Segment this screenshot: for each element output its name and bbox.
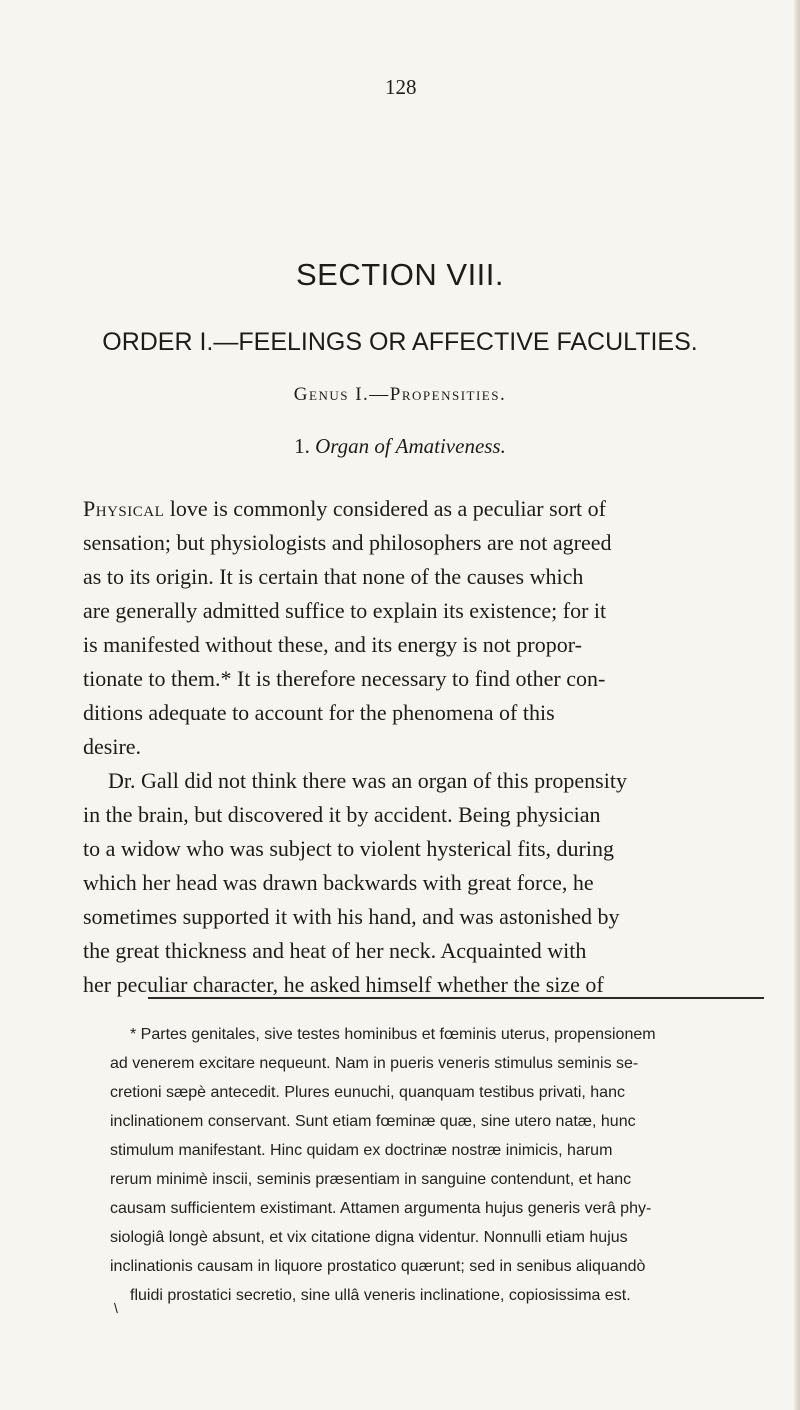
- body-line: tionate to them.* It is therefore necessary to find other con-: [83, 666, 606, 691]
- body-line: desire.: [83, 734, 142, 759]
- body-line: in the brain, but discovered it by accident. Being physician: [83, 802, 601, 827]
- footnote-line: cretioni sæpè antecedit. Plures eunuchi, quanquam testibus privati, hanc: [110, 1084, 625, 1101]
- body-line: is manifested without these, and its energy is not propor-: [83, 632, 582, 657]
- footnote-line: * Partes genitales, sive testes hominibus et fœminis uterus, propensionem: [130, 1026, 656, 1043]
- page-number: 128: [385, 75, 417, 99]
- genus-title: Genus I.—Propensities.: [293, 384, 507, 405]
- footnote-line: siologiâ longè absunt, et vix citatione digna videntur. Nonnulli etiam hujus: [110, 1229, 628, 1246]
- first-word: Physical: [83, 496, 165, 521]
- body-line: sometimes supported it with his hand, and was astonished by: [83, 904, 620, 929]
- body-line: the great thickness and heat of her neck. Acquainted with: [83, 938, 587, 963]
- section-title: SECTION VIII.: [295, 257, 505, 292]
- body-line-text: love is commonly considered as a peculiar sort of: [169, 496, 606, 521]
- body-line: her peculiar character, he asked himself whether the size of: [83, 972, 604, 997]
- body-line: as to its origin. It is certain that none of the causes which: [83, 564, 584, 589]
- organ-number: 1.: [294, 434, 310, 458]
- body-line: which her head was drawn backwards with great force, he: [83, 870, 594, 895]
- order-title: ORDER I.—FEELINGS OR AFFECTIVE FACULTIES.: [102, 328, 698, 356]
- body-line: Dr. Gall did not think there was an organ of this propensity: [108, 768, 627, 793]
- footnote-line: causam sufficientem existimant. Attamen argumenta hujus generis verâ phy-: [110, 1200, 652, 1217]
- footnote-line: stimulum manifestant. Hinc quidam ex doctrinæ nostræ inimicis, harum: [110, 1142, 613, 1159]
- organ-title: [0, 434, 800, 459]
- footnote-line: rerum minimè inscii, seminis præsentiam in sanguine contendunt, et hanc: [110, 1171, 632, 1188]
- margin-mark: \: [114, 1300, 118, 1316]
- body-line: are generally admitted suffice to explain its existence; for it: [83, 598, 607, 623]
- footnote-line: inclinationem conservant. Sunt etiam fœminæ quæ, sine utero natæ, hunc: [110, 1113, 636, 1130]
- footnote-line: ad venerem excitare nequeunt. Nam in pueris veneris stimulus seminis se-: [110, 1055, 639, 1072]
- body-line: ditions adequate to account for the phenomena of this: [83, 700, 555, 725]
- organ-name: Organ of Amativeness.: [315, 434, 506, 458]
- body-line: sensation; but physiologists and philosophers are not agreed: [83, 530, 612, 555]
- footnote-line: inclinationis causam in liquore prostatico quærunt; sed in senibus aliquandò: [110, 1258, 646, 1275]
- footnote-divider: [148, 997, 764, 999]
- footnote-line: fluidi prostatici secretio, sine ullâ veneris inclinatione, copiosissima est.: [130, 1287, 631, 1304]
- page-edge: [794, 0, 800, 1410]
- body-line: [83, 496, 606, 522]
- body-line: to a widow who was subject to violent hysterical fits, during: [83, 836, 614, 861]
